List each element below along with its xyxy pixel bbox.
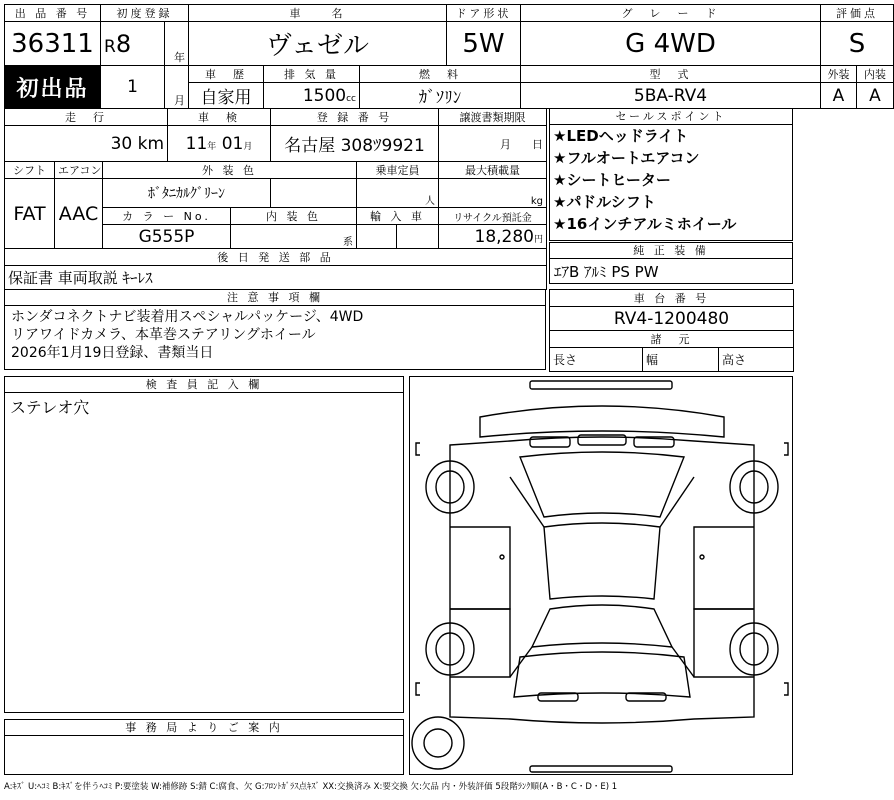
chassis-number: RV4-1200480	[550, 307, 794, 331]
disp-label: 排 気 量	[264, 66, 360, 83]
sales-point: ★LEDヘッドライト	[553, 127, 689, 145]
color-label: 外 装 色	[103, 162, 357, 179]
transfer-label: 譲渡書類期限	[439, 109, 547, 126]
car-name: ヴェゼル	[189, 22, 447, 66]
dims-label: 諸 元	[550, 331, 794, 348]
capacity-label: 乗車定員	[357, 162, 439, 179]
intcolor-unit: 系	[231, 225, 357, 249]
header-table	[4, 4, 894, 109]
later-parts-label: 後 日 発 送 部 品	[5, 249, 547, 266]
equipment: ｴｱB ｱﾙﾐ PS PW	[554, 263, 659, 281]
inspector-label: 検 査 員 記 入 欄	[5, 377, 403, 393]
inspector-box	[4, 376, 404, 713]
intcolor-label: 内 装 色	[231, 208, 357, 225]
fuel: ｶﾞｿﾘﾝ	[360, 83, 521, 109]
length: 長さ	[550, 348, 643, 372]
reg-month: 1	[101, 66, 165, 109]
plate-label: 登 録 番 号	[271, 109, 439, 126]
office-box	[4, 719, 404, 775]
equipment-box	[549, 242, 793, 284]
notes-box	[4, 289, 546, 370]
note-line: 2026年1月19日登録、書類当日	[11, 345, 214, 361]
lot-number: 36311	[5, 22, 101, 66]
ext-label: 外装	[821, 66, 857, 83]
displacement: 1500cc	[264, 83, 360, 109]
score: S	[821, 22, 894, 66]
plate-number: 名古屋 308ﾂ9921	[271, 126, 439, 162]
reg-label: 初度登録	[101, 5, 189, 22]
aircon: AAC	[55, 179, 103, 249]
score-label: 評価点	[821, 5, 894, 22]
color-blank	[271, 179, 357, 208]
load-unit: kg	[439, 179, 547, 208]
chassis-table	[549, 289, 794, 372]
sales-point: ★シートヒーター	[553, 171, 671, 189]
era: R	[104, 36, 116, 57]
sales-points-box	[549, 108, 793, 241]
name-label: 車 名	[189, 5, 447, 22]
import-label: 輸 入 車	[357, 208, 439, 225]
grade: G 4WD	[521, 22, 821, 66]
door-label: ドア形状	[447, 5, 521, 22]
inspection-date: 11年 01月	[168, 126, 271, 162]
reg-year	[101, 22, 165, 66]
import-value-2	[397, 225, 439, 249]
color-number: G555P	[103, 225, 231, 249]
door: 5W	[447, 22, 521, 66]
model-label: 型 式	[521, 66, 821, 83]
ext-grade: A	[821, 83, 857, 109]
notes-text	[5, 306, 545, 364]
history-label: 車 歴	[189, 66, 264, 83]
history: 自家用	[189, 83, 264, 109]
mileage: 30 km	[5, 126, 168, 162]
height: 高さ	[719, 348, 794, 372]
ac-label: エアコン	[55, 162, 103, 179]
load-label: 最大積載量	[439, 162, 547, 179]
legend: A:ｷｽﾞ U:ﾍｺﾐ B:ｷｽﾞを伴うﾍｺﾐ P:要塗装 W:補修跡 S:錆 C:腐食、欠 G:ﾌﾛﾝﾄｶﾞﾗｽ点ｷｽﾞ XX:交換済み X:要交換 欠:欠品 内・外装評価 5段階ﾗﾝｸ順(A・B・C・D・E) 1	[4, 782, 618, 792]
model-code: 5BA-RV4	[521, 83, 821, 109]
transfer-deadline: 月 日	[439, 126, 547, 162]
chassis-label: 車 台 番 号	[550, 290, 794, 307]
recycle-fee: 18,280円	[439, 225, 547, 249]
car-diagram-box	[409, 376, 793, 775]
note-line: ホンダコネクトナビ装着用スペシャルパッケージ、4WD	[11, 309, 364, 325]
width: 幅	[643, 348, 719, 372]
inspect-label: 車 検	[168, 109, 271, 126]
shift: FAT	[5, 179, 55, 249]
first-listing-badge: 初出品	[5, 66, 101, 109]
notes-label: 注 意 事 項 欄	[5, 290, 545, 306]
fuel-label: 燃 料	[360, 66, 521, 83]
recycle-label: リサイクル預託金	[439, 208, 547, 225]
sales-point: ★16インチアルミホイール	[553, 215, 737, 233]
car-body-diagram	[410, 377, 794, 776]
sales-point: ★フルオートエアコン	[553, 149, 700, 167]
inspector-text: ステレオ穴	[10, 398, 90, 417]
sales-point: ★パドルシフト	[553, 193, 656, 211]
note-line: リアワイドカメラ、本革巻ステアリングホイール	[11, 327, 316, 343]
grade-label: グ レ ー ド	[521, 5, 821, 22]
equipment-label: 純 正 装 備	[550, 243, 792, 259]
lot-label: 出 品 番 号	[5, 5, 101, 22]
int-grade: A	[857, 83, 894, 109]
month-unit: 月	[165, 66, 189, 109]
capacity-unit: 人	[357, 179, 439, 208]
import-value	[357, 225, 397, 249]
vehicle-detail-table	[4, 108, 547, 290]
int-label: 内装	[857, 66, 894, 83]
body-color: ﾎﾞﾀﾆｶﾙｸﾞﾘｰﾝ	[103, 179, 271, 208]
year-unit: 年	[165, 22, 189, 66]
mileage-label: 走 行	[5, 109, 168, 126]
year: 8	[115, 29, 132, 58]
office-label: 事 務 局 よ り ご 案 内	[5, 720, 403, 736]
shift-label: シフト	[5, 162, 55, 179]
later-parts: 保証書 車両取説 ｷｰﾚｽ	[5, 266, 547, 290]
sales-points-label: セールスポイント	[550, 109, 792, 125]
colorno-label: カ ラ ー No.	[103, 208, 231, 225]
